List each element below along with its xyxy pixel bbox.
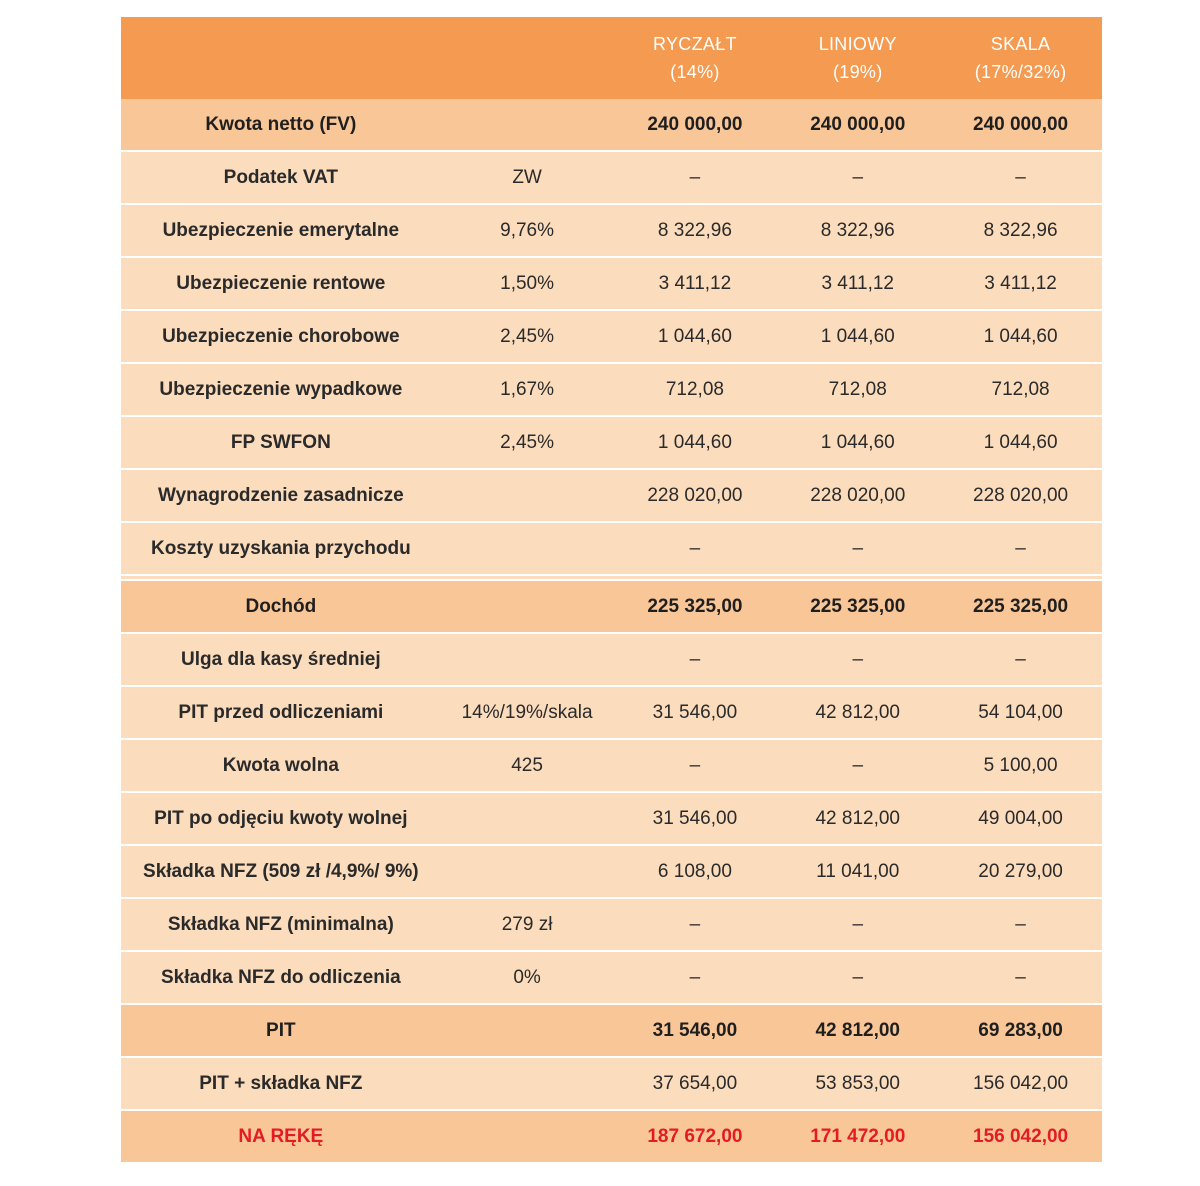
- row-label: Składka NFZ (minimalna): [167, 913, 394, 935]
- table-row-ubezpieczenie-wypadkowe: [121, 364, 1102, 417]
- table-row-ulga-klasa-srednia: [121, 634, 1102, 687]
- row-value-skala: 156 042,00: [973, 1072, 1069, 1094]
- row-value-liniowy: –: [852, 966, 864, 988]
- table-row-pit-po-odjeciu: [121, 793, 1102, 846]
- table-header-row: [121, 17, 1102, 99]
- table-row-skladka-nfz: [121, 846, 1102, 899]
- table-row-wynagrodzenie-zasadnicze: [121, 470, 1102, 523]
- row-label: FP SWFON: [230, 431, 331, 453]
- row-value-ryczalt: –: [689, 166, 701, 188]
- row-label: Wynagrodzenie zasadnicze: [158, 484, 404, 506]
- row-value-ryczalt: 6 108,00: [657, 860, 732, 882]
- row-value-skala: –: [1015, 166, 1026, 188]
- row-value-ryczalt: –: [689, 966, 701, 988]
- table-row-na-reke: [121, 1111, 1102, 1164]
- row-label: NA RĘKĘ: [238, 1125, 324, 1147]
- row-rate: 9,76%: [500, 219, 555, 241]
- header-ryczalt: [614, 30, 777, 86]
- row-label: PIT + składka NFZ: [199, 1072, 363, 1094]
- row-value-liniowy: 3 411,12: [821, 272, 895, 294]
- table-row-podatek-vat: [121, 152, 1102, 205]
- row-value-skala: 1 044,60: [983, 325, 1058, 347]
- row-label: Składka NFZ do odliczenia: [161, 966, 401, 988]
- row-value-skala: 1 044,60: [983, 431, 1058, 453]
- row-value-ryczalt: 31 546,00: [652, 1019, 738, 1041]
- row-value-ryczalt: 228 020,00: [647, 484, 743, 506]
- row-value-ryczalt: 225 325,00: [647, 595, 743, 617]
- row-value-ryczalt: 8 322,96: [657, 219, 732, 241]
- row-value-ryczalt: 712,08: [665, 378, 724, 400]
- table-row-koszty-uzyskania: [121, 523, 1102, 576]
- row-value-liniowy: 11 041,00: [816, 860, 900, 882]
- row-value-ryczalt: 1 044,60: [657, 325, 732, 347]
- header-ryczalt-rate: (14%): [670, 62, 720, 82]
- row-label: PIT: [266, 1019, 296, 1041]
- row-value-ryczalt: 240 000,00: [647, 113, 743, 135]
- row-rate: 2,45%: [500, 325, 555, 347]
- row-value-ryczalt: –: [689, 754, 701, 776]
- table-row-pit: [121, 1005, 1102, 1058]
- table-row-kwota-wolna: [121, 740, 1102, 793]
- row-rate: 279 zł: [501, 913, 553, 935]
- header-liniowy-title: LINIOWY: [818, 34, 897, 54]
- row-value-ryczalt: –: [689, 537, 701, 559]
- row-value-liniowy: 42 812,00: [815, 701, 900, 723]
- table-row-fp-swfon: [121, 417, 1102, 470]
- table-row-skladka-nfz-minimalna: [121, 899, 1102, 952]
- row-label: Kwota wolna: [222, 754, 339, 776]
- table-row-pit-plus-nfz: [121, 1058, 1102, 1111]
- row-rate: 425: [511, 754, 543, 776]
- row-label: Ubezpieczenie rentowe: [176, 272, 386, 294]
- row-value-liniowy: 42 812,00: [815, 807, 900, 829]
- row-value-skala: 20 279,00: [978, 860, 1063, 882]
- row-value-skala: 49 004,00: [978, 807, 1063, 829]
- row-value-liniowy: 1 044,60: [820, 431, 895, 453]
- row-value-liniowy: 42 812,00: [815, 1019, 900, 1041]
- row-value-skala: –: [1015, 913, 1026, 935]
- row-value-skala: 712,08: [991, 378, 1050, 400]
- row-label: Ulga dla kasy średniej: [181, 648, 381, 670]
- row-value-ryczalt: 187 672,00: [647, 1125, 743, 1147]
- table-row-skladka-nfz-odliczenie: [121, 952, 1102, 1005]
- row-value-ryczalt: 1 044,60: [657, 431, 732, 453]
- row-rate: ZW: [512, 166, 542, 188]
- row-value-skala: –: [1015, 648, 1026, 670]
- row-value-liniowy: 171 472,00: [810, 1125, 906, 1147]
- row-value-skala: 5 100,00: [983, 754, 1058, 776]
- row-value-skala: 3 411,12: [984, 272, 1057, 294]
- row-value-liniowy: –: [852, 913, 864, 935]
- row-label: Dochód: [245, 595, 317, 617]
- header-ryczalt-title: RYCZAŁT: [653, 34, 737, 54]
- row-label: PIT po odjęciu kwoty wolnej: [154, 807, 408, 829]
- row-value-skala: 228 020,00: [973, 484, 1069, 506]
- row-label: Ubezpieczenie emerytalne: [162, 219, 400, 241]
- row-value-skala: 69 283,00: [978, 1019, 1063, 1041]
- row-value-ryczalt: –: [689, 913, 701, 935]
- table-row-pit-przed-odliczeniami: [121, 687, 1102, 740]
- row-value-liniowy: 228 020,00: [810, 484, 906, 506]
- row-label: Podatek VAT: [223, 166, 339, 188]
- row-value-liniowy: 240 000,00: [810, 113, 906, 135]
- row-value-liniowy: 53 853,00: [815, 1072, 900, 1094]
- row-value-skala: 54 104,00: [978, 701, 1063, 723]
- row-label: Kwota netto (FV): [205, 113, 357, 135]
- table-row-ubezpieczenie-chorobowe: [121, 311, 1102, 364]
- header-skala-title: SKALA: [990, 34, 1051, 54]
- row-label: PIT przed odliczeniami: [178, 701, 384, 723]
- row-rate: 1,67%: [500, 378, 555, 400]
- row-value-ryczalt: –: [689, 648, 701, 670]
- row-label: Koszty uzyskania przychodu: [150, 537, 411, 559]
- row-value-liniowy: 225 325,00: [810, 595, 906, 617]
- tax-comparison-table: [121, 17, 1102, 1164]
- row-label: Ubezpieczenie chorobowe: [162, 325, 400, 347]
- row-value-liniowy: –: [852, 648, 864, 670]
- row-value-liniowy: 712,08: [828, 378, 887, 400]
- row-value-skala: –: [1015, 966, 1026, 988]
- row-value-liniowy: 8 322,96: [820, 219, 895, 241]
- row-value-ryczalt: 3 411,12: [658, 272, 732, 294]
- row-value-liniowy: –: [852, 537, 864, 559]
- row-value-ryczalt: 37 654,00: [652, 1072, 738, 1094]
- row-value-skala: 156 042,00: [973, 1125, 1069, 1147]
- header-skala-rate: (17%/32%): [974, 62, 1067, 82]
- row-rate: 2,45%: [500, 431, 555, 453]
- row-label: Składka NFZ (509 zł /4,9%/ 9%): [143, 860, 419, 882]
- row-value-liniowy: –: [852, 754, 864, 776]
- header-skala: [939, 30, 1102, 86]
- row-value-ryczalt: 31 546,00: [652, 701, 738, 723]
- row-value-skala: 225 325,00: [973, 595, 1069, 617]
- row-value-liniowy: –: [852, 166, 864, 188]
- header-liniowy: [776, 30, 939, 86]
- row-value-skala: 8 322,96: [983, 219, 1058, 241]
- row-rate: 0%: [513, 966, 541, 988]
- table-row-ubezpieczenie-rentowe: [121, 258, 1102, 311]
- row-rate: 1,50%: [500, 272, 555, 294]
- row-value-skala: –: [1015, 537, 1026, 559]
- table-row-kwota-netto: [121, 99, 1102, 152]
- row-value-ryczalt: 31 546,00: [652, 807, 738, 829]
- row-value-skala: 240 000,00: [973, 113, 1069, 135]
- row-label: Ubezpieczenie wypadkowe: [159, 378, 403, 400]
- table-row-ubezpieczenie-emerytalne: [121, 205, 1102, 258]
- header-liniowy-rate: (19%): [832, 62, 883, 82]
- table-row-dochod: [121, 581, 1102, 634]
- row-rate: 14%/19%/skala: [461, 701, 593, 723]
- row-value-liniowy: 1 044,60: [820, 325, 895, 347]
